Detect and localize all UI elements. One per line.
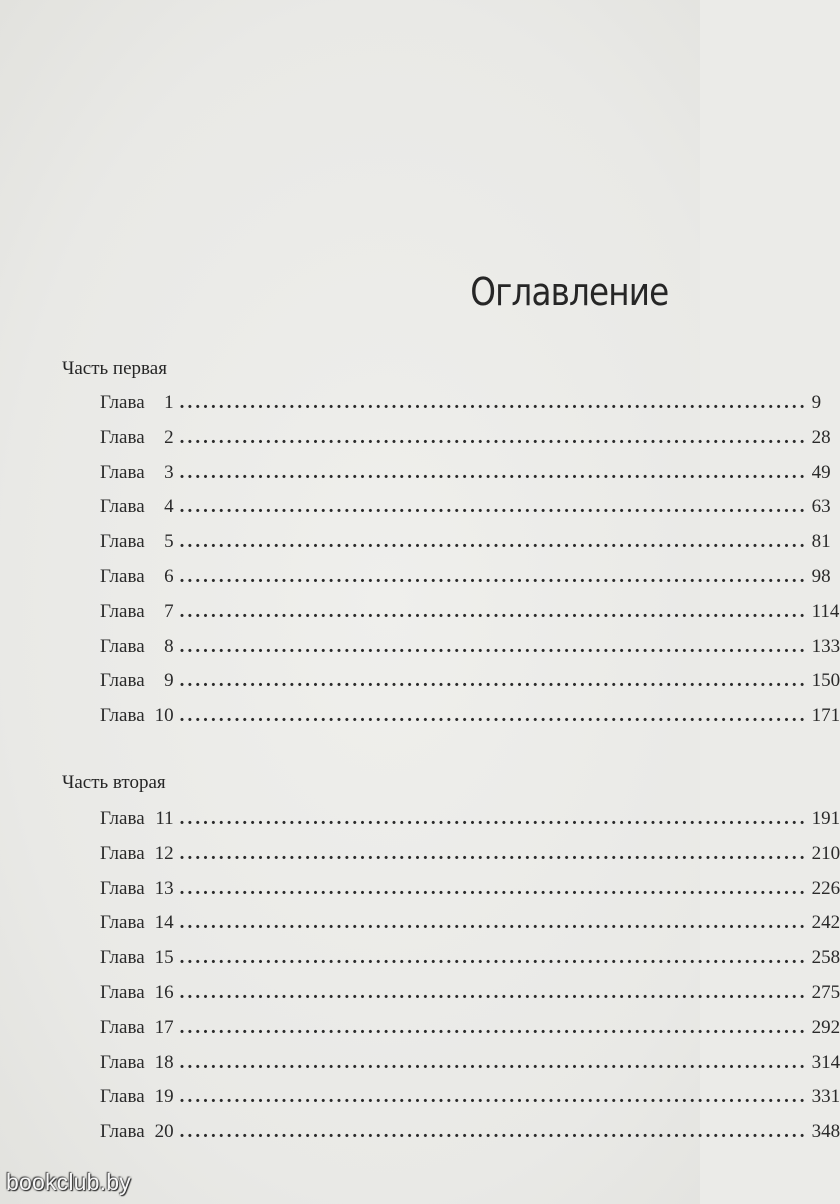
toc-entry [100,461,831,497]
chapter-number: 5 [164,531,174,553]
chapter-number: 10 [154,705,174,727]
chapter-label [100,947,174,969]
dot-leader: ................................................................................ [179,600,808,622]
chapter-number: 19 [154,1086,174,1108]
chapter-number: 15 [154,947,174,969]
page-number: 150 [811,670,840,692]
page-number: 275 [811,981,840,1003]
chapter-label [100,566,174,588]
chapter-number: 14 [154,912,174,934]
chapter-word: Глава [100,808,145,829]
toc-entry [100,705,840,740]
chapter-number: 8 [164,635,174,657]
toc-entry [100,1016,840,1052]
chapter-label [100,496,174,518]
chapter-word: Глава [100,877,145,899]
page-number: 28 [811,426,831,448]
chapter-label [100,1052,174,1074]
chapter-word: Глава [100,670,145,692]
page-number: 171 [811,705,840,727]
chapter-word: Глава [100,600,145,622]
toc-entry [100,842,840,878]
chapter-label [100,462,174,484]
toc-entry [100,426,831,462]
page-number: 210 [811,842,840,864]
page-number: 242 [811,912,840,934]
dot-leader: ................................................................................ [179,705,808,727]
toc-entry [100,912,840,947]
chapter-list-part-2 [100,808,840,1156]
page-number: 331 [811,1086,840,1108]
dot-leader: ................................................................................ [179,842,808,864]
chapter-word: Глава [100,1016,145,1038]
page-number: 191 [811,808,840,829]
toc-entry [100,808,840,843]
chapter-label [100,843,174,865]
chapter-label [100,670,174,692]
chapter-label [100,982,174,1004]
chapter-label [100,1086,174,1108]
page-number: 81 [811,531,831,553]
part-heading-1: Часть первая [62,358,167,379]
dot-leader: ................................................................................ [179,635,808,657]
chapter-label [100,912,174,934]
toc-title: Оглавление [469,270,668,314]
chapter-number: 20 [154,1121,174,1143]
chapter-label [100,601,174,623]
chapter-label [100,878,174,900]
chapter-label [100,1017,174,1039]
toc-entry [100,1086,840,1121]
dot-leader: ................................................................................ [179,461,808,483]
dot-leader: ................................................................................ [179,912,808,934]
dot-leader: ................................................................................ [179,877,808,899]
page-number: 348 [811,1121,840,1143]
dot-leader: ................................................................................ [179,426,808,448]
part-heading-2: Часть вторая [62,772,166,793]
toc-entry [100,635,840,671]
dot-leader: ................................................................................ [179,947,808,969]
chapter-word: Глава [100,565,145,587]
page-number: 49 [811,461,831,483]
toc-entry [100,565,831,601]
chapter-label [100,427,174,449]
dot-leader: ................................................................................ [179,808,808,829]
chapter-word: Глава [100,947,145,969]
chapter-word: Глава [100,1051,145,1073]
chapter-word: Глава [100,496,145,518]
chapter-number: 6 [164,565,174,587]
chapter-number: 11 [155,808,174,829]
page-number: 314 [811,1051,840,1073]
chapter-list-part-1 [100,392,840,740]
chapter-word: Глава [100,392,145,413]
chapter-label [100,808,174,830]
chapter-label [100,705,174,727]
dot-leader: ................................................................................ [179,670,808,692]
chapter-word: Глава [100,531,145,553]
chapter-word: Глава [100,635,145,657]
page-number: 98 [811,565,831,587]
chapter-word: Глава [100,705,145,727]
chapter-number: 3 [164,461,174,483]
page-number: 63 [811,496,831,518]
chapter-number: 16 [154,981,174,1003]
chapter-number: 12 [154,842,174,864]
chapter-number: 13 [154,877,174,899]
dot-leader: ................................................................................ [179,1121,808,1143]
page-number: 292 [811,1016,840,1038]
dot-leader: ................................................................................ [179,1016,808,1038]
page-number: 133 [811,635,840,657]
chapter-word: Глава [100,981,145,1003]
page-number: 258 [811,947,840,969]
watermark: bookclub.by [6,1169,131,1195]
chapter-word: Глава [100,912,145,934]
toc-entry [100,1121,840,1156]
chapter-label [100,636,174,658]
dot-leader: ................................................................................ [179,392,808,413]
toc-entry [100,392,822,427]
chapter-word: Глава [100,461,145,483]
chapter-number: 1 [164,392,174,413]
page-number: 114 [811,600,840,622]
chapter-number: 2 [164,426,174,448]
chapter-number: 9 [164,670,174,692]
chapter-number: 7 [164,600,174,622]
chapter-word: Глава [100,426,145,448]
toc-entry [100,496,831,531]
chapter-label [100,1121,174,1143]
chapter-label [100,392,174,414]
toc-entry [100,531,831,566]
page-number: 226 [811,877,840,899]
chapter-number: 18 [154,1051,174,1073]
dot-leader: ................................................................................ [179,565,808,587]
toc-entry [100,981,840,1017]
dot-leader: ................................................................................ [179,531,808,553]
dot-leader: ................................................................................ [179,496,808,518]
toc-entry [100,877,840,913]
chapter-number: 4 [164,496,174,518]
dot-leader: ................................................................................ [179,1086,808,1108]
chapter-label [100,531,174,553]
page-number: 9 [811,392,822,413]
chapter-word: Глава [100,1121,145,1143]
dot-leader: ................................................................................ [179,981,808,1003]
chapter-word: Глава [100,842,145,864]
dot-leader: ................................................................................ [179,1051,808,1073]
toc-entry [100,670,840,705]
toc-entry [100,947,840,982]
chapter-number: 17 [154,1016,174,1038]
toc-entry [100,1051,840,1087]
toc-entry [100,600,840,636]
chapter-word: Глава [100,1086,145,1108]
